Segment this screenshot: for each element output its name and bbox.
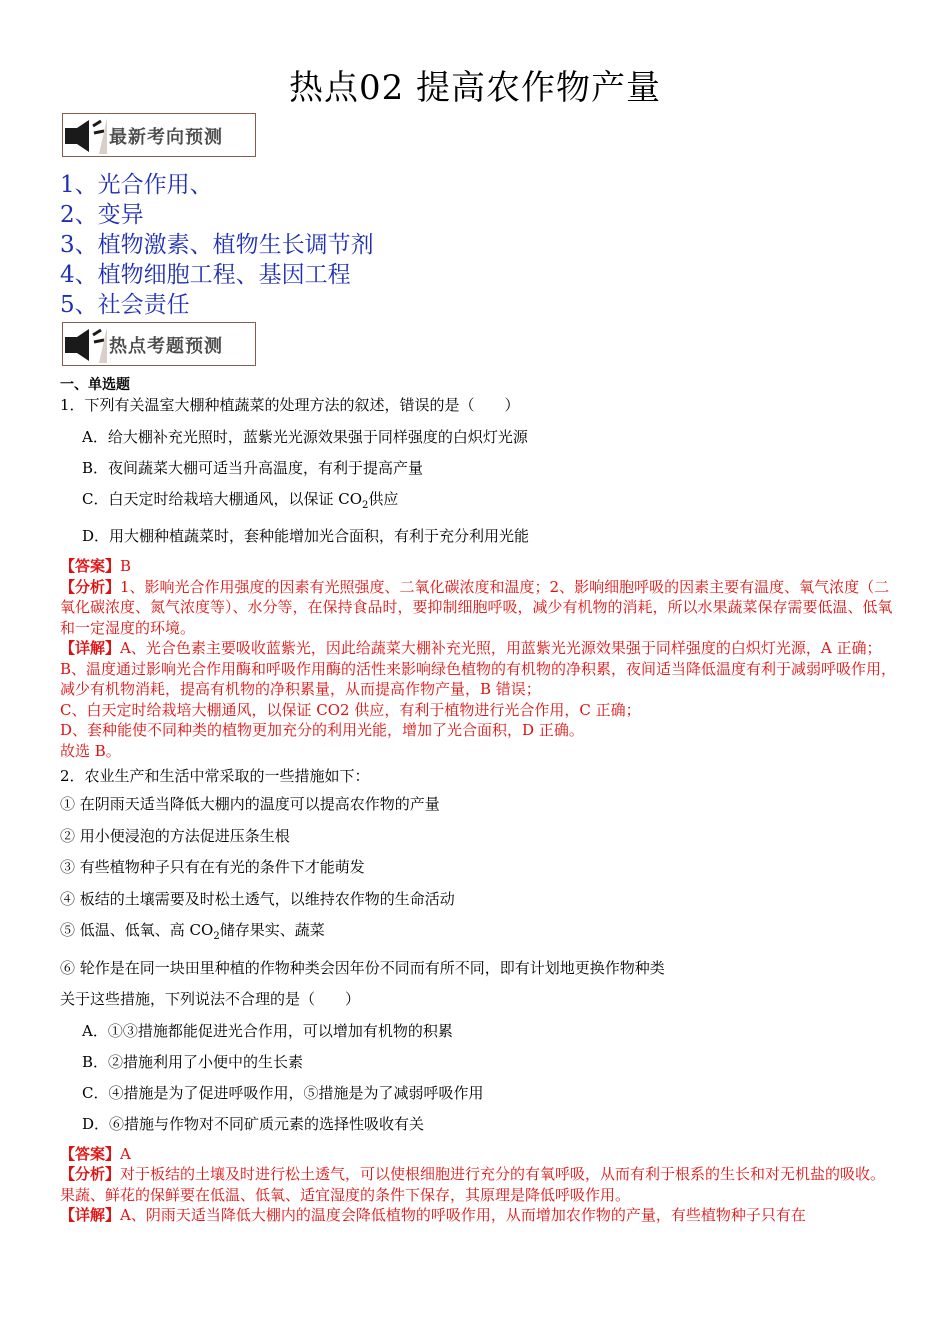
conclusion-1: 故选 B。	[60, 741, 121, 760]
topic-item: 2、变异	[60, 202, 144, 228]
question-2-stem: 2．农业生产和生活中常采取的一些措施如下：	[60, 767, 370, 785]
topic-item: 5、社会责任	[60, 292, 190, 318]
option-d: D．用大棚种植蔬菜时，套种能增加光合面积，有利于充分利用光能	[82, 527, 530, 545]
measure-item: ⑥ 轮作是在同一块田里种植的作物种类会因年份不同而有所不同，即有计划地更换作物种类	[60, 958, 665, 977]
megaphone-icon	[63, 327, 107, 363]
measure-item: ⑤ 低温、低氧、高 $CO_2$储存果实、蔬菜	[60, 921, 325, 942]
measure-item: ① 在阴雨天适当降低大棚内的温度可以提高农作物的产量	[60, 795, 440, 813]
measure-item: ② 用小便浸泡的方法促进压条生根	[60, 826, 290, 845]
topic-item: 3、植物激素、植物生长调节剂	[60, 232, 374, 258]
megaphone-icon	[63, 118, 107, 154]
question-1-stem: 1．下列有关温室大棚种植蔬菜的处理方法的叙述，错误的是（ ）	[60, 396, 520, 414]
option-d: D．⑥措施与作物对不同矿质元素的选择性吸收有关	[82, 1114, 425, 1133]
measure-item: ③ 有些植物种子只有在有光的条件下才能萌发	[60, 858, 365, 876]
detail-1: 【详解】A、光合色素主要吸收蓝紫光，因此给蔬菜大棚补充光照，用蓝紫光光源效果强于同样强度的白炽灯光源，A 正确；	[60, 639, 882, 657]
analysis-2: 【分析】对于板结的土壤及时进行松土透气，可以使根细胞进行充分的有氧呼吸，从而有利于根系的生长和对无机盐的吸收。	[60, 1165, 886, 1183]
answer-1: 【答案】B	[60, 557, 132, 575]
page-title: 热点02 提高农作物产量	[288, 68, 662, 108]
banner-hot-questions	[62, 322, 256, 366]
option-b: B．②措施利用了小便中的生长素	[82, 1052, 304, 1071]
detail-1-b: B、温度通过影响光合作用酶和呼吸作用酶的活性来影响绿色植物的有机物的净积累，夜间适当降低温度有利于减弱呼吸作用，减少有机物消耗，提高有机物的净积累量，从而提高作物产量，B 错误；	[60, 659, 897, 698]
detail-2: 【详解】A、阴雨天适当降低大棚内的温度会降低植物的呼吸作用，从而增加农作物的产量，有些植物种子只有在	[60, 1206, 806, 1224]
option-b: B．夜间蔬菜大棚可适当升高温度，有利于提高产量	[82, 459, 424, 477]
topic-list	[60, 170, 374, 320]
detail-1-d: D、套种能使不同种类的植物更加充分的利用光能，增加了光合面积，D 正确。	[60, 721, 584, 739]
option-a: A．给大棚补充光照时，蓝紫光光源效果强于同样强度的白炽灯光源	[82, 428, 528, 446]
topic-item: 4、植物细胞工程、基因工程	[60, 262, 351, 288]
option-a: A．①③措施都能促进光合作用，可以增加有机物的积累	[82, 1021, 453, 1040]
detail-1-c: C、白天定时给栽培大棚通风，以保证 CO2 供应，有利于植物进行光合作用，C 正确；	[60, 700, 641, 719]
measure-item: ④ 板结的土壤需要及时松土透气，以维持农作物的生命活动	[60, 889, 455, 908]
question-1-options	[60, 422, 900, 552]
question-2-ask: 关于这些措施，下列说法不合理的是（ ）	[60, 990, 361, 1008]
analysis-2-b: 果蔬、鲜花的保鲜要在低温、低氧、适宜湿度的条件下保存，其原理是降低呼吸作用。	[60, 1185, 631, 1204]
banner-label: 热点考题预测	[109, 336, 223, 357]
question-2-measures	[60, 789, 900, 1016]
option-c: C．白天定时给栽培大棚通风，以保证 $CO_2$供应	[82, 490, 399, 511]
question-content	[60, 376, 900, 1226]
option-c: C．④措施是为了促进呼吸作用，⑤措施是为了减弱呼吸作用	[82, 1083, 484, 1102]
question-2-options	[60, 1016, 900, 1140]
topic-item: 1、光合作用、	[60, 172, 213, 198]
banner-label: 最新考向预测	[109, 127, 223, 148]
banner-latest-trend	[62, 113, 256, 157]
section-heading: 一、单选题	[60, 377, 130, 393]
analysis-1: 【分析】1、影响光合作用强度的因素有光照强度、二氧化碳浓度和温度；2、影响细胞呼吸的因素主要有温度、氧气浓度（二氧化碳浓度、氮气浓度等）、水分等，在保持食品时，要抑制细胞呼吸，减少有机物的消耗，所以水果蔬菜保存需要低温、低氧和一定湿度的环境。	[60, 577, 893, 637]
answer-2: 【答案】A	[60, 1144, 131, 1163]
